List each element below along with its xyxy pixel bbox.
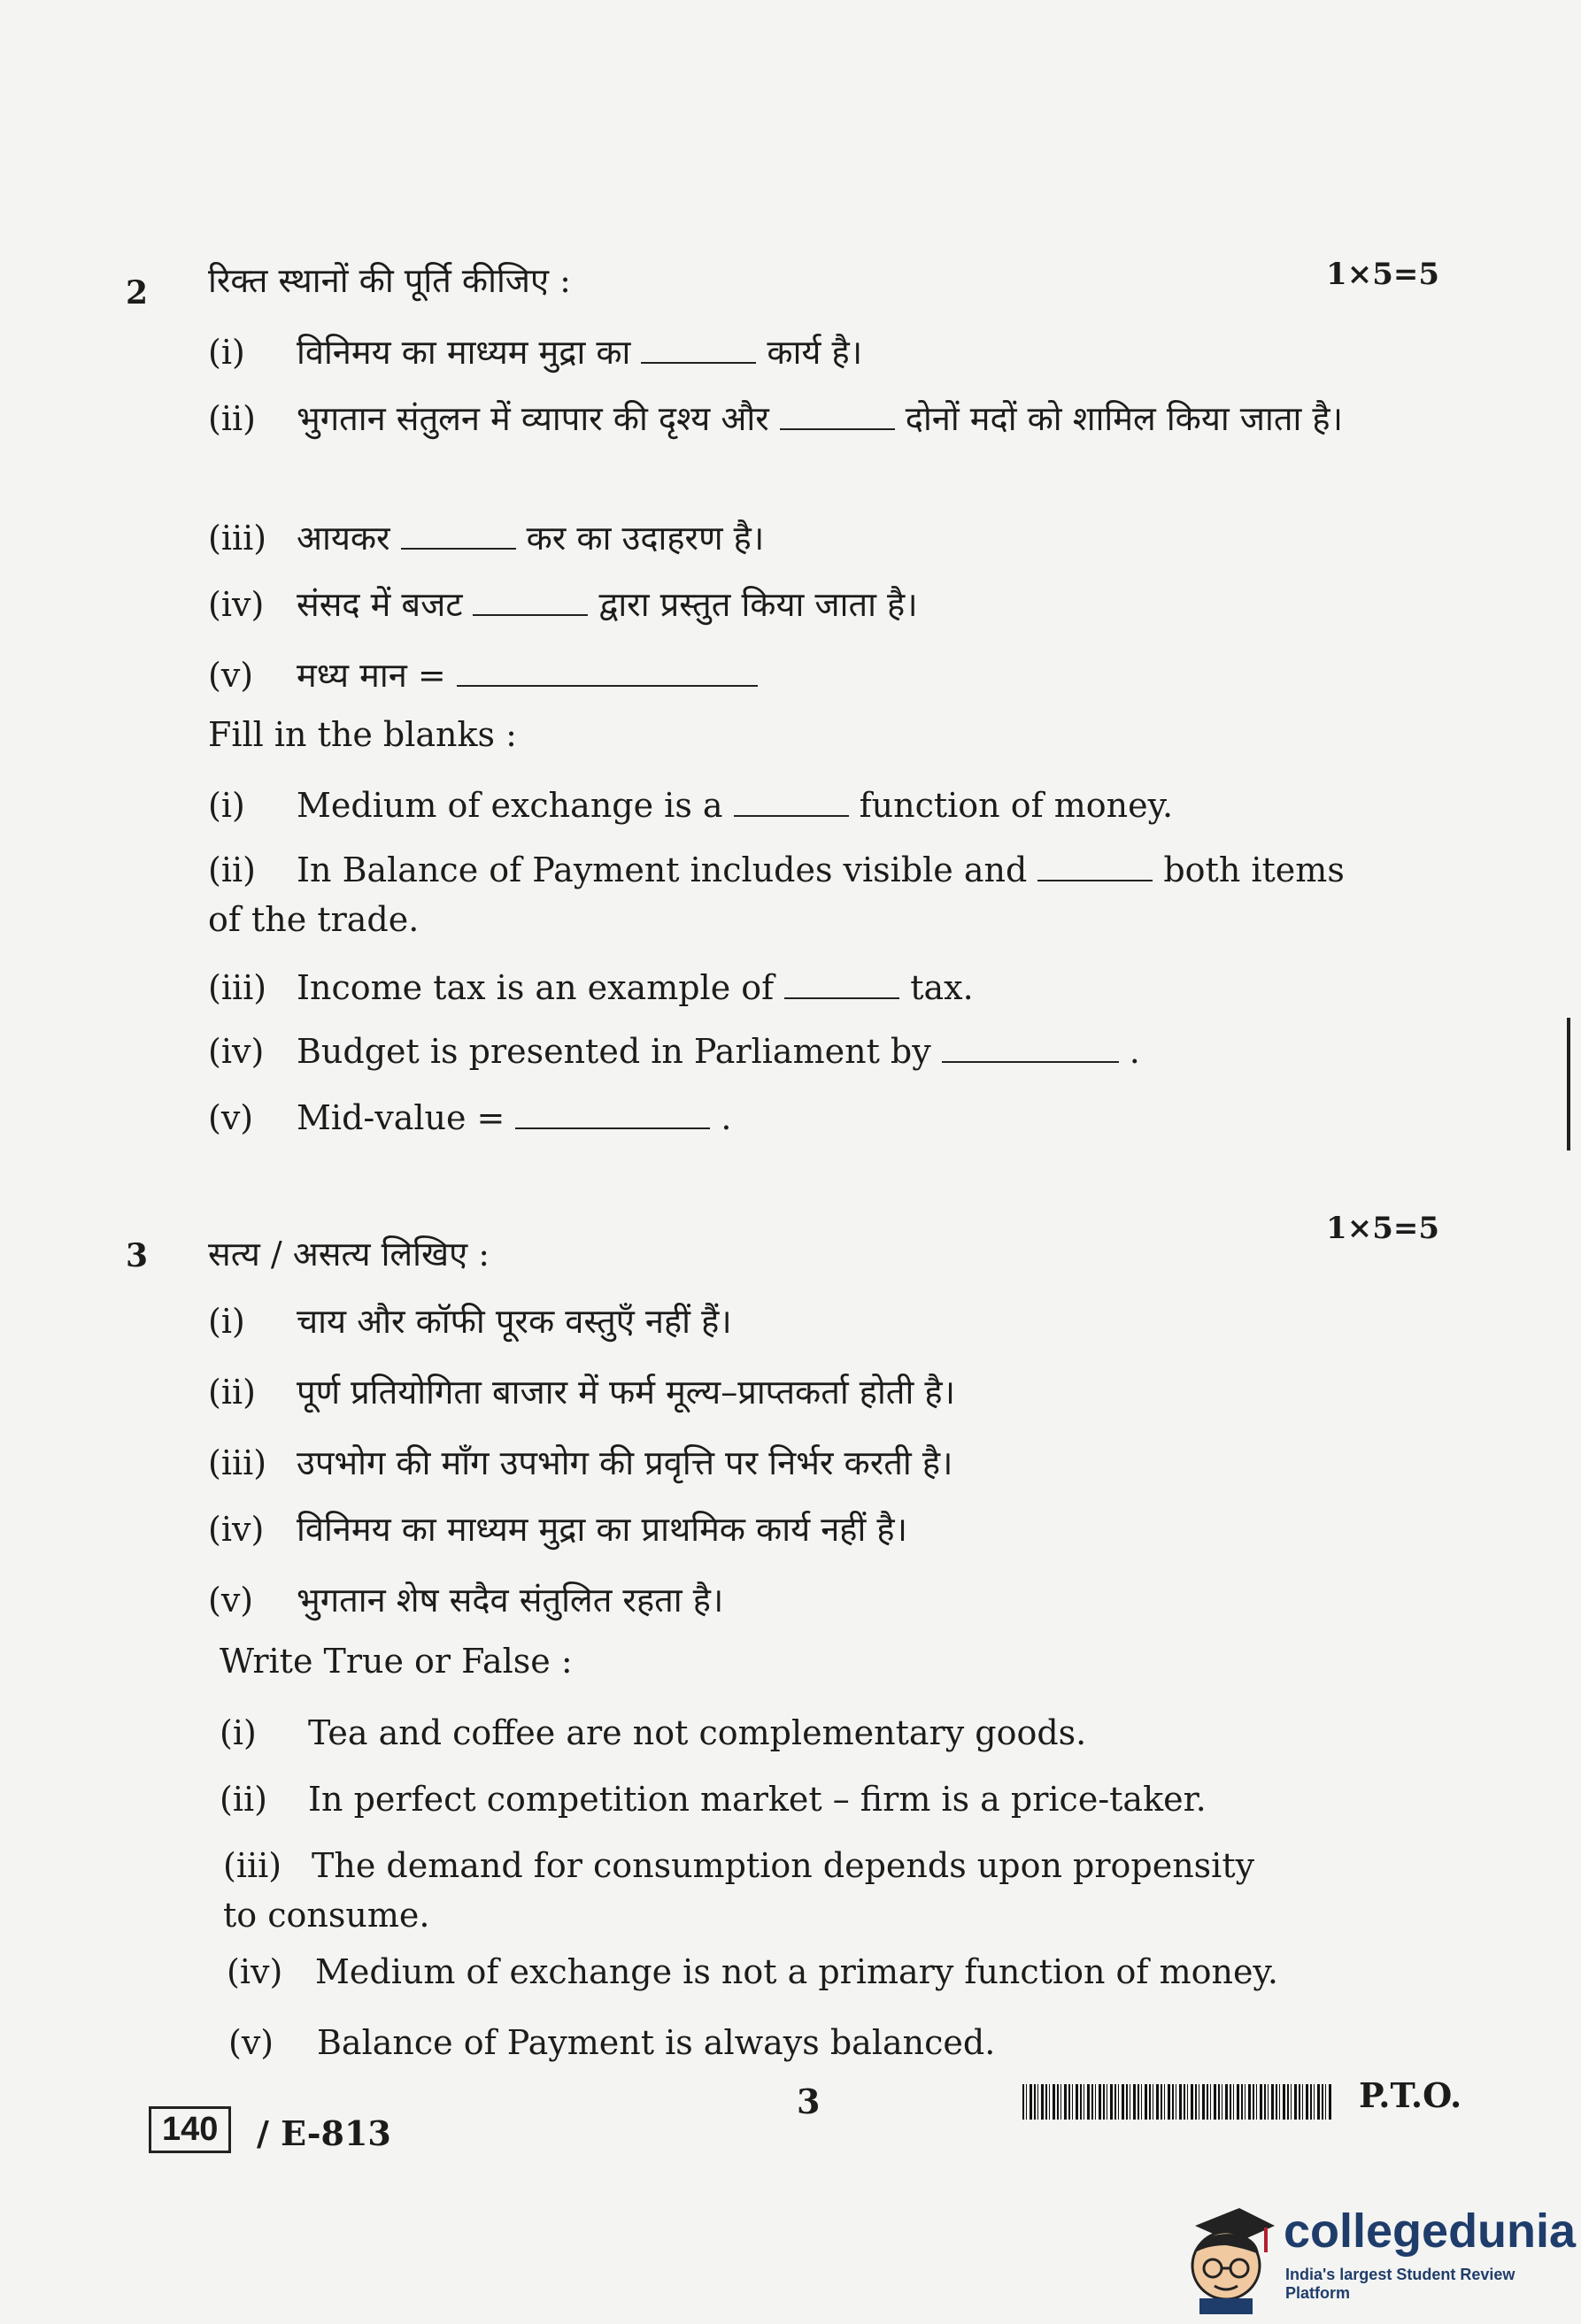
q2-hindi-heading: रिक्त स्थानों की पूर्ति कीजिए : xyxy=(208,261,571,300)
q2-english-item: (ii) In Balance of Payment includes visible and both items of the trade. xyxy=(208,850,1345,939)
q2-english-item: (v) Mid-value = . xyxy=(208,1098,732,1137)
q2-hindi-item: (iii) आयकर कर का उदाहरण है। xyxy=(208,519,765,558)
q3-hindi-heading: सत्य / असत्य लिखिए : xyxy=(208,1235,490,1274)
q3-marks: 1×5=5 xyxy=(1326,1211,1439,1246)
q3-hindi-item: (i) चाय और कॉफी पूरक वस्तुएँ नहीं हैं। xyxy=(208,1302,732,1341)
q3-hindi-item: (ii) पूर्ण प्रतियोगिता बाजार में फर्म मूल्य–प्राप्तकर्ता होती है। xyxy=(208,1373,955,1412)
q2-marks: 1×5=5 xyxy=(1326,257,1439,292)
q3-english-heading: Write True or False : xyxy=(220,1642,573,1681)
q3-hindi-item: (v) भुगतान शेष सदैव संतुलित रहता है। xyxy=(208,1581,724,1620)
scan-edge-mark xyxy=(1567,1018,1570,1150)
pto-label: P.T.O. xyxy=(1359,2075,1462,2115)
q2-english-item: (iii) Income tax is an example of tax. xyxy=(208,968,974,1007)
q3-english-item: (ii) In perfect competition market – firm is a price-taker. xyxy=(220,1780,1207,1819)
logo-tagline: India's largest Student Review Platform xyxy=(1285,2266,1515,2302)
q3-english-item: (v) Balance of Payment is always balanced. xyxy=(228,2023,996,2062)
q2-hindi-item: (ii) भुगतान संतुलन में व्यापार की दृश्य और दोनों मदों को शामिल किया जाता है। xyxy=(208,399,1344,438)
q3-hindi-item: (iii) उपभोग की माँग उपभोग की प्रवृत्ति पर निर्भर करती है। xyxy=(208,1443,953,1482)
q3-hindi-item: (iv) विनिमय का माध्यम मुद्रा का प्राथमिक कार्य नहीं है। xyxy=(208,1510,907,1549)
q2-english-item: (i) Medium of exchange is a function of money. xyxy=(208,786,1174,825)
q2-english-heading: Fill in the blanks : xyxy=(208,715,517,754)
page-number: 3 xyxy=(797,2082,821,2121)
student-avatar-icon xyxy=(1177,2199,1275,2314)
question-3-number: 3 xyxy=(126,1237,149,1274)
paper-box-number: 140 xyxy=(149,2106,231,2153)
barcode xyxy=(1022,2084,1332,2120)
q3-english-item: (iv) Medium of exchange is not a primary function of money. xyxy=(227,1952,1278,1991)
q2-hindi-item: (i) विनिमय का माध्यम मुद्रा का कार्य है। xyxy=(208,333,863,372)
q2-hindi-item: (v) मध्य मान = xyxy=(208,650,1377,700)
q2-hindi-item: (iv) संसद में बजट द्वारा प्रस्तुत किया जाता है। xyxy=(208,585,918,624)
paper-code: / E-813 xyxy=(257,2113,391,2153)
logo-wordmark: collegedunia xyxy=(1284,2205,1577,2258)
q2-english-item: (iv) Budget is presented in Parliament by . xyxy=(208,1032,1140,1071)
q3-english-item: (i) Tea and coffee are not complementary goods. xyxy=(220,1713,1087,1752)
q3-english-item: (iii) The demand for consumption depends upon propensity to consume. xyxy=(223,1846,1255,1935)
question-2-number: 2 xyxy=(126,274,149,312)
collegedunia-logo xyxy=(1168,2195,1576,2319)
